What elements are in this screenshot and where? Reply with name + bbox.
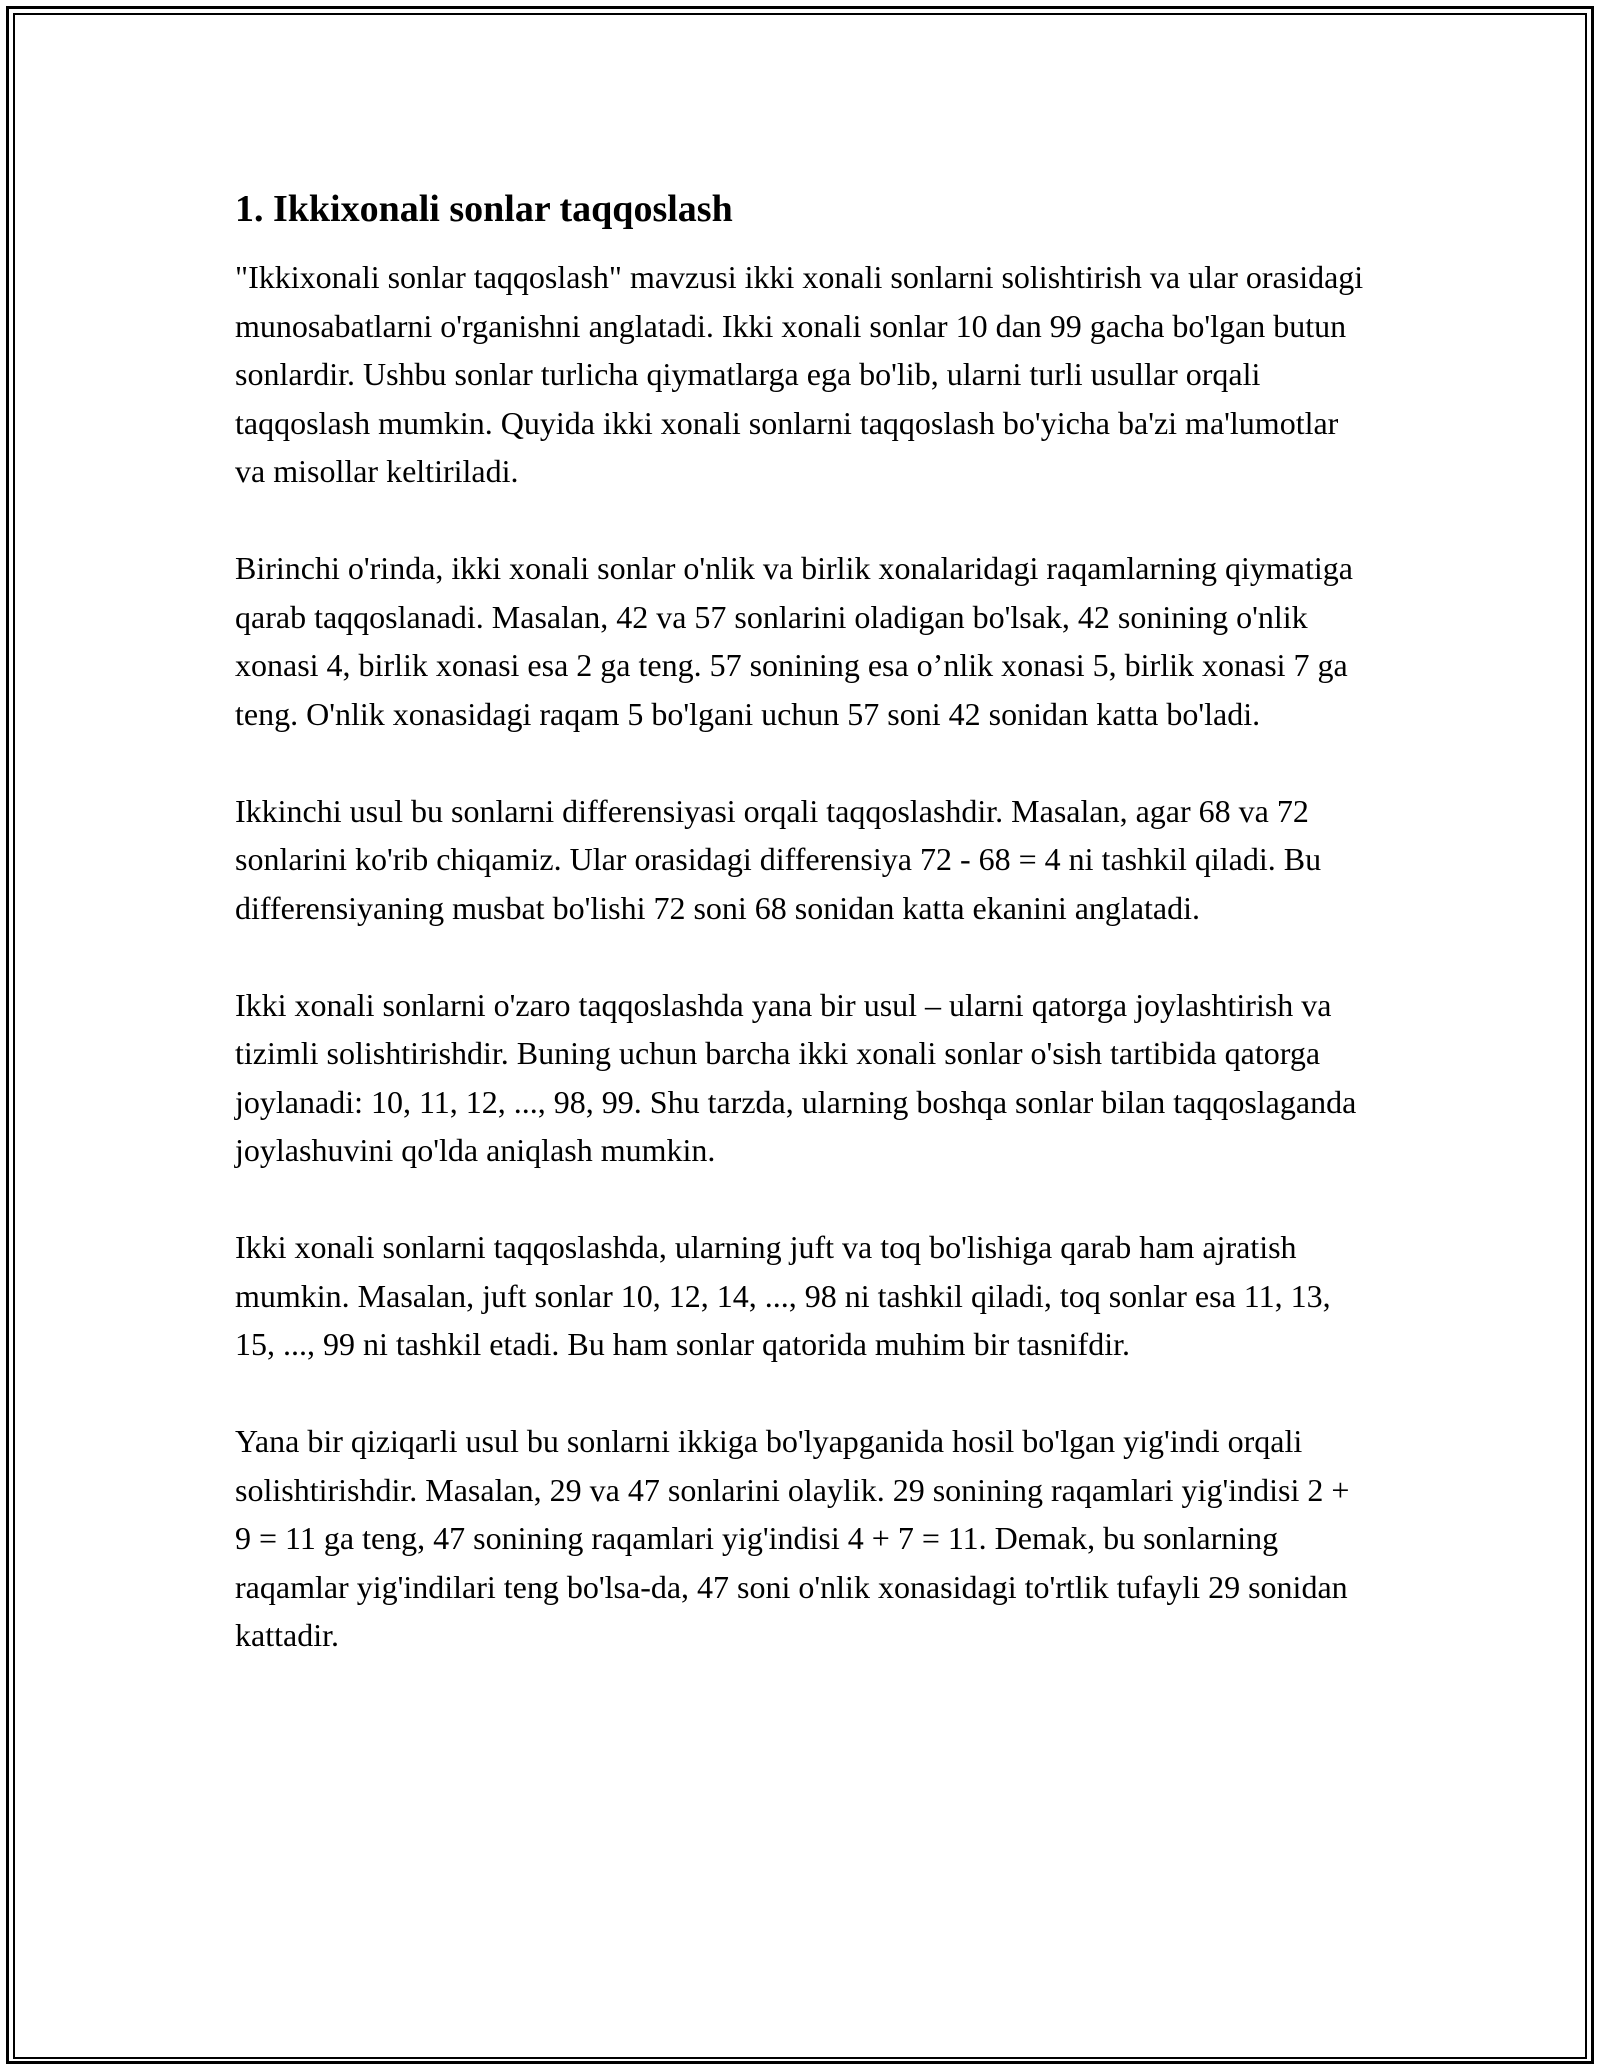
paragraph-digit-sum: Yana bir qiziqarli usul bu sonlarni ikkiga bo'lyapganida hosil bo'lgan yig'indi orqali solishtirishdir. Masalan, 29 va 47 sonlarini olaylik. 29 sonining raqamlari yig'indisi 2 + 9 = 11 ga teng, 47 sonining raqamlari yig'indisi 4 + 7 = 11. Demak, bu sonlarning raqamlar yig'indilari teng bo'lsa-da, 47 soni o'nlik xonasidagi to'rtlik tufayli 29 sonidan kattadir. xyxy=(235,1423,1350,1653)
paragraph-digit-places: Birinchi o'rinda, ikki xonali sonlar o'nlik va birlik xonalaridagi raqamlarning qiymatiga qarab taqqoslanadi. Masalan, 42 va 57 sonlarini oladigan bo'lsak, 42 sonining o'nlik xonasi 4, birlik xonasi esa 2 ga teng. 57 sonining esa o’nlik xonasi 5, birlik xonasi 7 ga teng. O'nlik xonasidagi raqam 5 bo'lgani uchun 57 soni 42 sonidan katta bo'ladi. xyxy=(235,550,1353,732)
paragraph-ordering: Ikki xonali sonlarni o'zaro taqqoslashda yana bir usul – ularni qatorga joylashtirish va tizimli solishtirishdir. Buning uchun barcha ikki xonali sonlar o'sish tartibida qatorga joylanadi: 10, 11, 12, ..., 98, 99. Shu tarzda, ularning boshqa sonlar bilan taqqoslaganda joylashuvini qo'lda aniqlash mumkin. xyxy=(235,986,1357,1168)
paragraph-intro: "Ikkixonali sonlar taqqoslash" mavzusi ikki xonali sonlarni solishtirish va ular orasidagi munosabatlarni o'rganishni anglatadi. Ikki xonali sonlar 10 dan 99 gacha bo'lgan butun sonlardir. Ushbu sonlar turlicha qiymatlarga ega bo'lib, ularni turli usullar orqali taqqoslash mumkin. Quyida ikki xonali sonlarni taqqoslash bo'yicha ba'zi ma'lumotlar va misollar keltiriladi. xyxy=(235,259,1364,489)
paragraph-difference: Ikkinchi usul bu sonlarni differensiyasi orqali taqqoslashdir. Masalan, agar 68 va 72 sonlarini ko'rib chiqamiz. Ular orasidagi differensiya 72 - 68 = 4 ni tashkil qiladi. Bu differensiyaning musbat bo'lishi 72 soni 68 sonidan katta ekanini anglatadi. xyxy=(235,792,1322,926)
document-heading: 1. Ikkixonali sonlar taqqoslash xyxy=(235,188,733,230)
document-body xyxy=(235,185,1370,1708)
paragraph-even-odd: Ikki xonali sonlarni taqqoslashda, ularning juft va toq bo'lishiga qarab ham ajratish mumkin. Masalan, juft sonlar 10, 12, 14, ..., 98 ni tashkil qiladi, toq sonlar esa 11, 13, 15, ..., 99 ni tashkil etadi. Bu ham sonlar qatorida muhim bir tasnifdir. xyxy=(235,1229,1331,1362)
